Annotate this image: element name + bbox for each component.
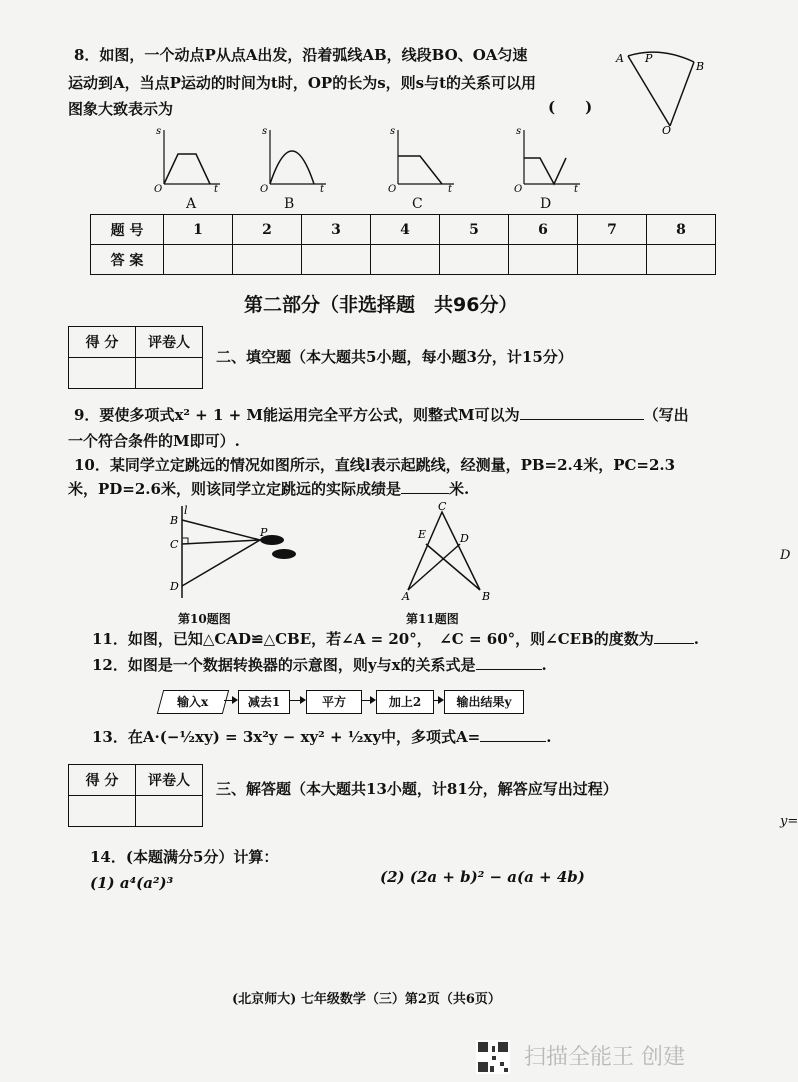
flow-minus-one: 减去1	[238, 690, 290, 714]
svg-text:A: A	[402, 590, 410, 603]
q9-blank[interactable]	[520, 419, 644, 420]
figure-11-caption: 第11题图	[406, 612, 459, 626]
scanner-watermark: 扫描全能王 创建	[524, 1045, 685, 1070]
q14-part2: (2) (2a + b)² − a(a + 4b)	[380, 868, 585, 886]
answer-table-number-row: 题 号 1 2 3 4 5 6 7 8	[91, 215, 716, 245]
flow-arrow	[290, 700, 304, 701]
page-footer: (北京师大) 七年级数学（三）第2页（共6页）	[232, 992, 501, 1007]
option-graph-a	[150, 122, 230, 194]
scorebox-section2: 得 分 评卷人	[68, 326, 203, 389]
svg-text:s: s	[516, 126, 522, 137]
sector-label-a: A	[616, 52, 624, 65]
option-label-a: A	[186, 196, 197, 212]
section3-heading: 三、解答题（本大题共13小题，计81分，解答应写出过程）	[216, 780, 618, 798]
svg-text:E: E	[418, 528, 427, 541]
q14-part1: (1) a⁴(a²)³	[90, 874, 174, 892]
q13-blank[interactable]	[480, 741, 546, 742]
svg-text:C: C	[170, 538, 179, 551]
sector-figure	[612, 40, 712, 140]
q10-text: 10．某同学立定跳远的情况如图所示，直线l表示起跳线，经测量，PB=2.4米，PC=2.3	[74, 456, 676, 474]
q11-blank[interactable]	[654, 643, 694, 644]
answer-cell[interactable]	[509, 245, 578, 275]
option-label-b: B	[284, 196, 295, 212]
q8-answer-paren: ( )	[548, 98, 593, 116]
answer-table-answer-row	[91, 245, 716, 275]
answer-cell[interactable]	[578, 245, 647, 275]
table-header-answer: 答 案	[91, 245, 164, 275]
q10-text-2: 米，PD=2.6米，则该同学立定跳远的实际成绩是 米.	[68, 480, 470, 498]
part2-title: 第二部分（非选择题 共96分）	[244, 294, 518, 316]
margin-fragment-d: D	[780, 548, 791, 563]
q9-text-2: 一个符合条件的M即可）.	[68, 432, 240, 450]
svg-text:s: s	[390, 126, 396, 137]
flow-arrow	[434, 700, 442, 701]
option-graph-b	[256, 122, 336, 194]
sector-label-p: P	[645, 52, 653, 65]
scorebox-section3: 得 分 评卷人	[68, 764, 203, 827]
answer-cell[interactable]	[440, 245, 509, 275]
answer-cell[interactable]	[647, 245, 716, 275]
svg-text:t: t	[214, 184, 219, 195]
flow-input: 输入x	[157, 690, 229, 714]
svg-text:D: D	[460, 532, 469, 545]
section2-heading: 二、填空题（本大题共5小题，每小题3分，计15分）	[216, 348, 573, 366]
flow-square: 平方	[306, 690, 362, 714]
svg-text:O: O	[154, 184, 163, 195]
option-label-d: D	[540, 196, 552, 212]
figure-10-caption: 第10题图	[178, 612, 231, 626]
sector-label-o: O	[662, 124, 672, 137]
answer-cell[interactable]	[302, 245, 371, 275]
option-label-c: C	[412, 196, 423, 212]
flow-arrow	[362, 700, 374, 701]
table-header-number: 题 号	[91, 215, 164, 245]
option-graph-d	[510, 122, 590, 194]
svg-text:B: B	[482, 590, 491, 603]
q8-line3: 图象大致表示为	[68, 100, 174, 118]
q13-text: 13．在A·(−½xy) = 3x²y − xy² + ½xy中，多项式A= .	[92, 728, 552, 746]
svg-text:s: s	[156, 126, 162, 137]
svg-text:O: O	[388, 184, 397, 195]
svg-text:t: t	[320, 184, 325, 195]
svg-text:O: O	[260, 184, 269, 195]
option-graph-c	[384, 122, 464, 194]
flow-arrow	[224, 700, 236, 701]
q10-blank[interactable]	[401, 493, 449, 494]
margin-fragment-y: y=	[780, 814, 798, 829]
svg-text:l: l	[184, 504, 188, 517]
svg-text:B: B	[170, 514, 179, 527]
figure-11	[400, 502, 500, 602]
q12-text: 12．如图是一个数据转换器的示意图，则y与x的关系式是 .	[92, 656, 547, 674]
figure-10	[160, 502, 310, 602]
svg-text:O: O	[514, 184, 523, 195]
answer-table	[90, 214, 716, 275]
q8-line1: 8．如图，一个动点P从点A出发，沿着弧线AB，线段BO、OA匀速	[74, 46, 528, 64]
flow-plus-two: 加上2	[376, 690, 434, 714]
svg-text:C: C	[438, 500, 447, 513]
answer-cell[interactable]	[233, 245, 302, 275]
q11-text: 11．如图，已知△CAD≌△CBE，若∠A = 20°， ∠C = 60°，则∠CEB的度数为 .	[92, 630, 699, 648]
svg-text:t: t	[448, 184, 453, 195]
sector-label-b: B	[696, 60, 705, 73]
svg-text:s: s	[262, 126, 268, 137]
svg-text:P: P	[260, 526, 268, 539]
q8-line2: 运动到A，当点P运动的时间为t时，OP的长为s，则s与t的关系可以用	[68, 74, 537, 92]
answer-cell[interactable]	[164, 245, 233, 275]
svg-text:D: D	[170, 580, 179, 593]
svg-text:t: t	[574, 184, 579, 195]
q12-blank[interactable]	[476, 669, 542, 670]
answer-cell[interactable]	[371, 245, 440, 275]
q14-title: 14．(本题满分5分）计算：	[90, 848, 279, 866]
q9-text: 9．要使多项式x² + 1 + M能运用完全平方公式，则整式M可以为 （写出	[74, 406, 689, 424]
qr-code-icon	[476, 1040, 510, 1074]
flow-output: 输出结果y	[444, 690, 524, 714]
